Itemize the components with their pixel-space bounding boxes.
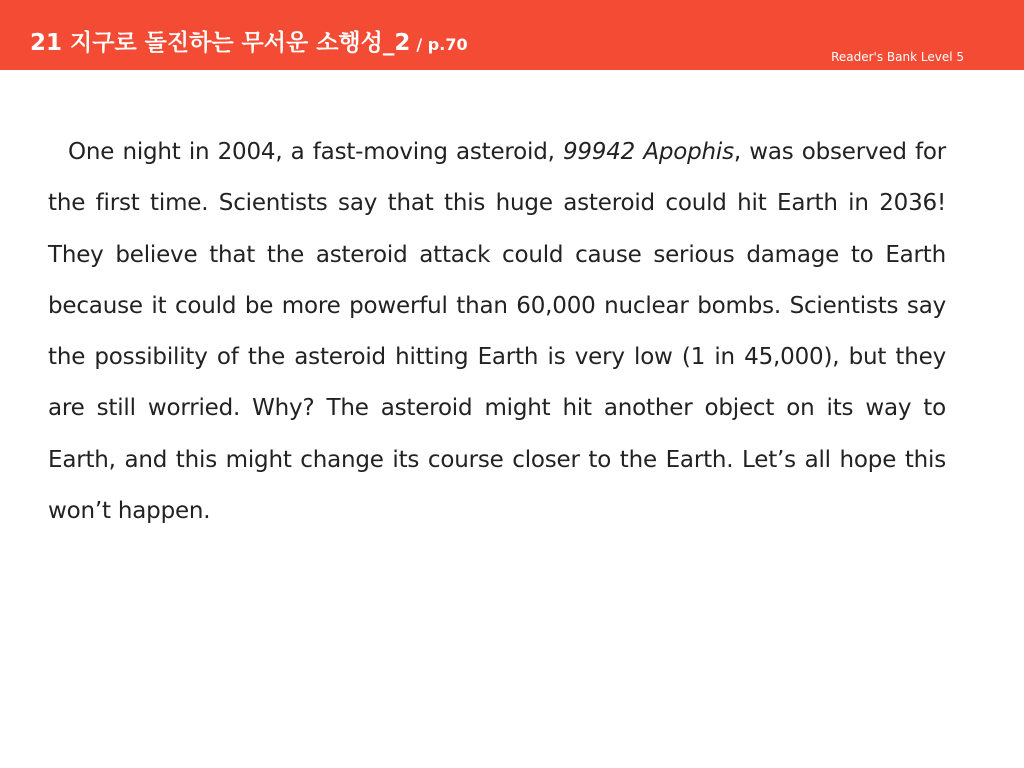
reading-passage [48, 127, 946, 537]
series-label: Reader's Bank Level 5 [831, 50, 964, 64]
header-bar [0, 0, 1024, 70]
asteroid-name: 99942 Apophis [562, 139, 734, 165]
passage-text-start: One night in 2004, a fast-moving asteroid, [68, 139, 563, 165]
page-reference: / p.70 [416, 35, 468, 54]
slide-title-text: 21 지구로 돌진하는 무서운 소행성_2 [30, 30, 411, 56]
passage-text-rest: , was observed for the first time. Scientists say that this huge asteroid could hit Earth in 2036! They believe that the asteroid attack could cause serious damage to Earth because it could be more powerful than 60,000 nuclear bombs. Scientists say the possibility of the asteroid hitting Earth is very low (1 in 45,000), but they are still worried. Why? The asteroid might hit another object on its way to Earth, and this might change its course closer to the Earth. Let’s all hope this won’t happen. [48, 139, 946, 525]
slide-title [30, 28, 468, 60]
